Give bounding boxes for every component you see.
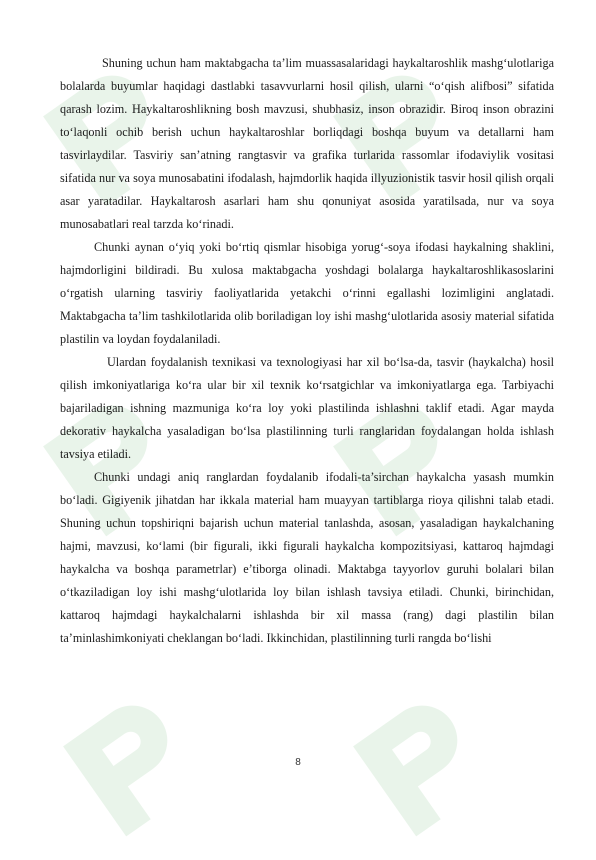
paragraph: Shuning uchun ham maktabgacha ta’lim muassasalaridagi haykaltaroshlik mashg‘ulotlariga bolalarda buyumlar haqidagi dastlabki tasavvurlarni hosil qilish, ularni “o‘qish alifbosi” sifatida qarash lozim. Haykaltaroshlikning bosh mavzusi, shubhasiz, inson obrazidir. Biroq inson obrazini to‘laqonli ochib berish uchun haykaltaroshlar borliqdagi boshqa buyum va detallarni ham tasvirlaydilar. Tasviriy san’atning rangtasvir va grafika turlarida rassomlar ifodaviylik vositasi sifatida nur va soya munosabatini ifodalash, hajmdorlik haqida illyuzionistik tasvir hosil qilish orqali asar yaratadilar. Haykaltarosh asarlari ham shu qonuniyat asosida yaratilsada, nur va soya munosabatlari real tarzda ko‘rinadi. (60, 56, 554, 231)
document-body (60, 52, 554, 650)
logo-watermark-icon (325, 644, 545, 856)
logo-watermark-icon (35, 644, 255, 856)
paragraph: Chunki aynan o‘yiq yoki bo‘rtiq qismlar hisobiga yorug‘-soya ifodasi haykalning shaklini, hajmdorligini bildiradi. Bu xulosa maktabgacha yoshdagi bolalarga haykaltaroshlikasoslarini o‘rgatish ularning tasviriy faoliyatlarida yetakchi o‘rinni egallashi lozimligini anglatadi. Maktabgacha ta’lim tashkilotlarida olib boriladigan loy ishi mashg‘ulotlarida asosiy material sifatida plastilin va loydan foydalaniladi. (60, 240, 554, 346)
page-number: 8 (295, 757, 301, 768)
paragraph: Chunki undagi aniq ranglardan foydalanib ifodali-ta’sirchan haykalcha yasash mumkin bo‘ladi. Gigiyenik jihatdan har ikkala material ham muayyan tartiblarga rioya qilishni talab etadi. Shuning uchun topshiriqni bajarish uchun material tanlashda, asosan, yasaladigan haykalchaning hajmi, mavzusi, ko‘lami (bir figurali, ikki figurali haykalcha kompozitsiyasi, kattaroq hajmdagi haykalcha va boshqa parametrlar) e’tiborga olinadi. Maktabga tayyorlov guruhi bolalari bilan o‘tkaziladigan loy ishi mashg‘ulotlarida loy bilan ishlash tavsiya etiladi. Chunki, birinchidan, kattaroq hajmdagi haykalchalarni ishlashda bir xil massa (rang) dagi plastilin bilan ta’minlashimkoniyati cheklangan bo‘ladi. Ikkinchidan, plastilinning turli rangda bo‘lishi (60, 470, 554, 645)
paragraph: Ulardan foydalanish texnikasi va texnologiyasi har xil bo‘lsa-da, tasvir (haykalcha) hosil qilish imkoniyatlariga ko‘ra ular bir xil texnik ko‘rsatgichlar va imkoniyatlarga ega. Tarbiyachi bajariladigan ishning mazmuniga ko‘ra loy yoki plastilinda ishlashni taklif etadi. Agar mayda dekorativ haykalcha yasaladigan bo‘lsa plastilinning turli ranglaridan foydalangan holda ishlash tavsiya etiladi. (60, 355, 554, 461)
